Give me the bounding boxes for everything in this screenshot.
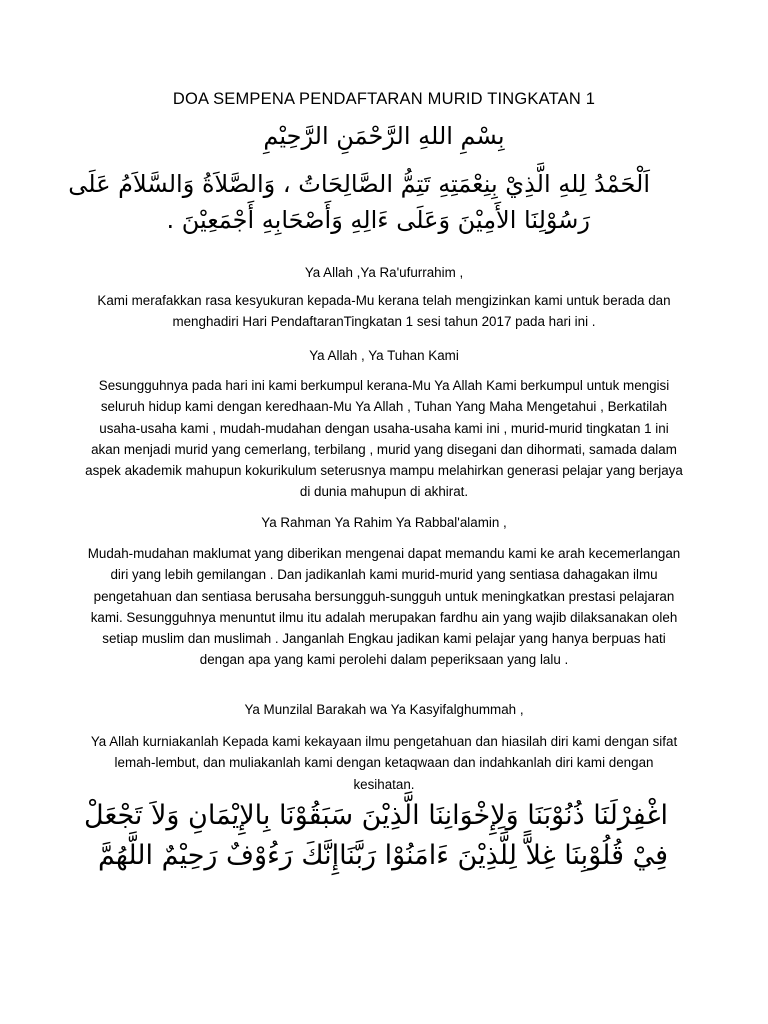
gathering-paragraph: Sesungguhnya pada hari ini kami berkumpul kerana-Mu Ya Allah Kami berkumpul untuk mengisi seluruh hidup kami dengan keredhaan-Mu Ya Allah , Tuhan Yang Maha Mengetahui , Berkatilah usaha-usaha kami , mudah-mudahan dengan usaha-usaha kami ini , murid-murid tingkatan 1 ini akan menjadi murid yang cemerlang, terbilang , murid yang disegani dan dihormati, samada dalam aspek akademik mahupun kokurikulum seterusnya mampu melahirkan generasi pelajar yang berjaya di dunia mahupun di akhirat. <box>85 378 683 500</box>
gratitude-paragraph: Kami merafakkan rasa kesyukuran kepada-Mu kerana telah mengizinkan kami untuk berada dan menghadiri Hari PendaftaranTingkatan 1 sesi tahun 2017 pada hari ini . <box>97 293 671 330</box>
invocation-ya-munzilal: Ya Munzilal Barakah wa Ya Kasyifalghummah , <box>244 702 524 717</box>
basmalah-line: بِسْمِ اللهِ الرَّحْمَنِ الرَّحِيْمِ <box>263 122 505 150</box>
closing-prayer-line-2: فِيْ قُلُوْبِنَا غِلاًّ لِلَّذِيْنَ ءَامَنُوْا رَبَّنَاإِنَّكَ رَءُوْفٌ رَحِيْمٌ اللَّهُمَّ <box>97 840 668 871</box>
hamdalah-line-2: رَسُوْلِنَا الأَمِيْنَ وَعَلَى ءَالِهِ وَأَصْحَابِهِ أَجْمَعِيْنَ . <box>166 206 590 234</box>
hamdalah-line-1: اَلْحَمْدُ لِلهِ الَّذِيْ بِنِعْمَتِهِ تَتِمُّ الصَّالِحَاتُ ، وَالصَّلاَةُ وَالسَّلاَمُ عَلَى <box>68 170 650 198</box>
invocation-ra-ufurrahim: Ya Allah ,Ya Ra'ufurrahim , <box>304 265 464 280</box>
invocation-ya-rahman: Ya Rahman Ya Rahim Ya Rabbal'alamin , <box>261 515 507 530</box>
aspiration-paragraph: Mudah-mudahan maklumat yang diberikan mengenai dapat memandu kami ke arah kecemerlangan diri yang lebih gemilangan . Dan jadikanlah kami murid-murid yang sentiasa dahagakan ilmu pengetahuan dan sentiasa berusaha bersungguh-sungguh untuk meningkatkan prestasi pelajaran kami. Sesungguhnya menuntut ilmu itu adalah merupakan fardhu ain yang wajib dilaksanakan oleh setiap muslim dan muslimah . Janganlah Engkau jadikan kami pelajar yang hanya berpuas hati dengan apa yang kami perolehi dalam peperiksaan yang lalu . <box>87 546 681 668</box>
document-title: DOA SEMPENA PENDAFTARAN MURID TINGKATAN 1 <box>172 90 596 108</box>
closing-prayer-line-1: اغْفِرْلَنَا ذُنُوْبَنَا وَلِإِخْوَانِنَا الَّذِيْنَ سَبَقُوْنَا بِالإِيْمَانِ وَلاَ تَجْعَلْ <box>84 800 668 831</box>
blessing-paragraph: Ya Allah kurniakanlah Kepada kami kekayaan ilmu pengetahuan dan hiasilah diri kami dengan sifat lemah-lembut, dan muliakanlah kami dengan ketaqwaan dan indahkanlah diri kami dengan kesihatan. <box>90 734 678 792</box>
invocation-ya-tuhan-kami: Ya Allah , Ya Tuhan Kami <box>309 348 459 363</box>
